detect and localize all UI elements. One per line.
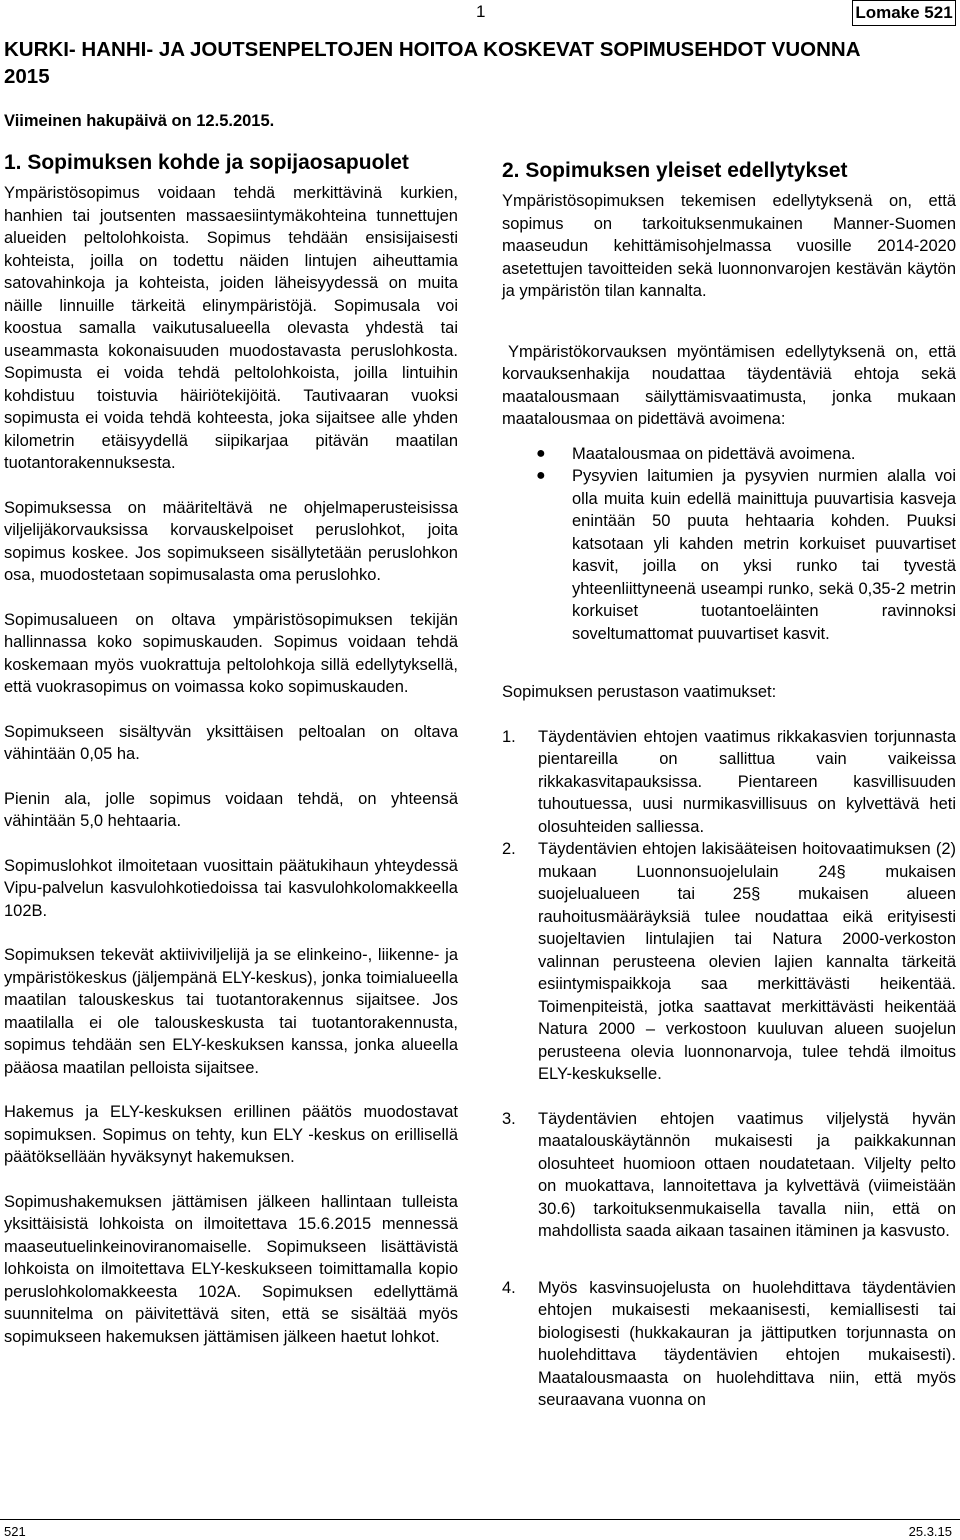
paragraph: Sopimusalueen on oltava ympäristösopimuksen tekijän hallinnassa koko sopimuskauden. Sopimus voidaan tehdä koskemaan myös vuokrattuja peltolohkoja sillä edellytyksellä, että vuokrasopimus on voimassa koko sopimuskauden. [4,610,458,696]
left-column [4,150,458,1370]
section-1-heading: 1. Sopimuksen kohde ja sopijaosapuolet [4,151,409,174]
paragraph: Sopimuksessa on määriteltävä ne ohjelmaperusteisissa viljelijäkorvauksissa korvauskelpoiset peruslohkot, joita sopimus koskee. Jos sopimukseen sisällytetään peruslohkon osa, muodostetaan sopimusalasta oma peruslohko. [4,498,458,584]
footer-form-number: 521 [4,1524,26,1539]
list-item: 2. Täydentävien ehtojen lakisääteisen hoitovaatimuksen (2) mukaan Luonnonsuojelulain 24§ mukaisen suojelualueen tai 25§ mukaisen alueen rauhoitusmääräyksiä tulee noudattaa eikä erityisesti suojeltavien lintulajien tai Natura 2000-verkoston valinnan perusteena olevien lajien kannalta tärkeitä esiintymispaikkoja saa merkittävästi heikentää. Toimenpiteistä, jotka saattavat merkittävästi heikentää Natura 2000 – verkostoon kuuluvan alueen suojelun perusteena olevia luonnonarvoja, tulee tehdä ilmoitus ELY-keskukselle. [502,840,956,1083]
intro-paragraph: Ympäristösopimuksen tekemisen edellytyksenä on, että sopimus on tarkoituksenmukainen Manner-Suomen maaseudun kehittämisohjelmassa vuosille 2014-2020 asetettujen tavoitteiden sekä luonnonvarojen kestävän käytön ja ympäristön tilan kannalta. [502,192,956,300]
footer-date: 25.3.15 [908,1524,952,1539]
footer-divider [0,1519,960,1520]
requirements-list [502,726,956,1412]
document-title: KURKI- HANHI- JA JOUTSENPELTOJEN HOITOA KOSKEVAT SOPIMUSEHDOT VUONNA 2015 [4,38,860,88]
paragraph: Hakemus ja ELY-keskuksen erillinen päätös muodostavat sopimuksen. Sopimus on tehty, kun ELY -keskus on erillisellä päätöksellään hyväksynyt hakemuksen. [4,1103,458,1166]
compensation-paragraph: Ympäristökorvauksen myöntämisen edellytyksenä on, että korvauksenhakija noudattaa täydentäviä ehtoja sekä maatalousmaan säilyttämisvaatimusta, jonka mukaan maatalousmaa on pidettävä avoimena: [502,342,956,428]
list-item: ● Maatalousmaa on pidettävä avoimena. [572,443,956,466]
paragraph: Sopimuksen tekevät aktiiviviljelijä ja se elinkeino-, liikenne- ja ympäristökeskus (jäljempänä ELY-keskus), jonka toimialueella maatilan talouskeskus tai tuotantorakennus sijaitsee. Jos maatilalla ei ole talouskeskusta tai tuotantorakennusta, sopimus tehdään sen ELY-keskuksen kanssa, jonka alueella pääosa maatilan pelloista sijaitsee. [4,946,458,1077]
page-number: 1 [476,2,486,21]
paragraph: Sopimushakemuksen jättämisen jälkeen hallintaan tulleista yksittäisistä lohkoista on ilmoitettava 15.6.2015 mennessä maaseutuelinkeinoviranomaiselle. Sopimukseen lisättävistä lohkoista on ilmoitettava ELY-keskukseen toimittamalla kopio peruslohkolomakkeesta 102A. Sopimuksen edellyttämä suunnitelma on päivitettävä siten, että se sisältää myös sopimukseen hakemuksen jättämisen jälkeen haetut lohkot. [4,1192,458,1346]
list-item: 3. Täydentävien ehtojen vaatimus viljelystä hyvän maatalouskäytännön mukaisesti ja paikkakunnan olosuhteet huomioon ottaen noudatetaan. Viljelty pelto on muokattava, lannoitettava ja kylvettävä (viimeistään 30.6) tarkoituksenmukaisella tavalla niin, että on mahdollista saada aikaan tasainen itäminen ja kasvusto. [502,1109,956,1240]
bullet-icon: ● [536,467,546,484]
condition-list [502,443,956,646]
list-item: 4. Myös kasvinsuojelusta on huolehdittava täydentävien ehtojen mukaisesti mekaanisesti, kemiallisesti tai biologisesti (hukkakauran ja jättiputken torjunnasta on huolehdittava täydentävien ehtojen mukaisesti). Maatalousmaasta on huolehdittava niin, että myös seuraavana vuonna on [502,1278,956,1409]
base-requirements-heading: Sopimuksen perustason vaatimukset: [502,683,777,701]
section-2-heading: 2. Sopimuksen yleiset edellytykset [502,159,848,182]
application-deadline: Viimeinen hakupäivä on 12.5.2015. [4,112,275,130]
right-column [502,150,956,1434]
paragraph: Sopimukseen sisältyvän yksittäisen peltoalan on oltava vähintään 0,05 ha. [4,722,458,763]
list-item: ● Pysyvien laitumien ja pysyvien nurmien alalla voi olla muita kuin edellä mainittuja puuvartisia kasveja enintään 50 puuta hehtaaria kohden. Puuksi katsotaan yli kahden metrin korkuiset puuvartiset kasvit, joilla on yksi runko tai tyvestä yhteenliittyneenä useampi runko, sekä 0,35-2 metrin korkuiset tuotantoeläinten ravinnoksi soveltumattomat puuvartiset kasvit. [536,467,956,643]
list-item: 1. Täydentävien ehtojen vaatimus rikkakasvien torjunnasta pientareilla on sallittua vain vaikeissa rikkakasvitapauksissa. Pientareen kasvillisuuden tuhoutuessa, uusi nurmikasvillisuus on kylvettävä heti olosuhteiden salliessa. [502,727,956,836]
bullet-icon: ● [536,444,546,462]
paragraph: Ympäristösopimus voidaan tehdä merkittävinä kurkien, hanhien tai joutsenten massaesiintymäkohteina tunnettujen alueiden peltolohkoista. Sopimus tehdään ensisijaisesti kohteista, joilla on todettu näiden lintujen aiheuttamia satovahinkoja ja kohteista, joiden läheisyydessä on muita näille linnuille tärkeitä elinympäristöjä. Sopimusala voi koostua samalla vaikutusalueella olevasta yhdestä tai useammasta kokonaisuuden muodostavasta peruslohkosta. Sopimusta ei voida tehdä peltolohkoista, joilla lintuihin kohdistuu toistuvia häiriötekijöitä. Tautivaaran vuoksi sopimusta ei voida tehdä kohteesta, joka sijaitsee alle yhden kilometrin etäisyydellä siipikarjaa pitävän maatilan tuotantorakennuksesta. [4,184,458,472]
form-label-box: Lomake 521 [852,0,956,26]
paragraph: Pienin ala, jolle sopimus voidaan tehdä, on yhteensä vähintään 5,0 hehtaaria. [4,789,458,830]
paragraph: Sopimuslohkot ilmoitetaan vuosittain päätukihaun yhteydessä Vipu-palvelun kasvulohkotiedoissa tai kasvulohkolomakkeella 102B. [4,856,458,920]
